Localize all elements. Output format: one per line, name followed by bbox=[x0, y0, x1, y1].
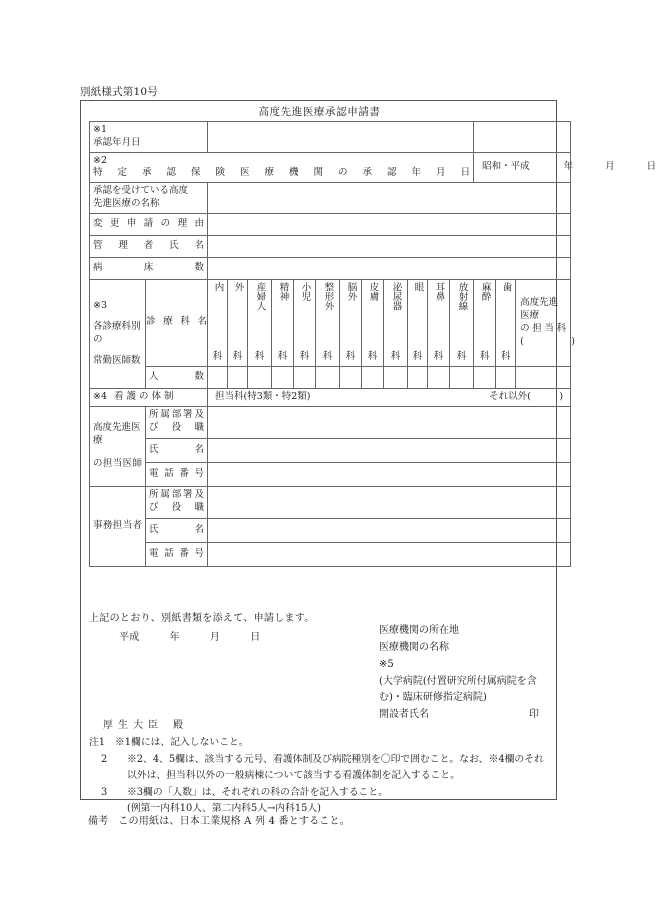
label-clerk-affiliation: 所属部署及び役職 bbox=[146, 486, 208, 518]
field-count-hoshasenka[interactable] bbox=[450, 366, 474, 388]
departments-label-line2: 常勤医師数 bbox=[93, 354, 141, 366]
field-count-ganka[interactable] bbox=[408, 366, 428, 388]
field-approval-date-right[interactable] bbox=[474, 122, 571, 153]
applicant-name-label: 医療機関の名称 bbox=[379, 642, 449, 654]
table-row-treatment-name bbox=[90, 183, 571, 214]
institution-approval-label: 特定承認保険医療機関の承認年月日 bbox=[93, 167, 471, 179]
table-row-approval-date bbox=[90, 122, 571, 153]
dept-header-nogeka: 脳外 科 bbox=[340, 279, 362, 366]
dept-header-seishinka: 精神 科 bbox=[272, 279, 294, 366]
note-number: 3 bbox=[101, 786, 108, 798]
year-unit: 年 bbox=[563, 161, 574, 173]
field-count-seikeigeka[interactable] bbox=[316, 366, 340, 388]
nursing-label: 看護の体制 bbox=[114, 390, 177, 402]
table-row-clerk-phone bbox=[90, 542, 571, 566]
mark-4: ※4 bbox=[93, 390, 108, 402]
field-clerk-affiliation[interactable] bbox=[208, 486, 571, 518]
field-count-masuika[interactable] bbox=[474, 366, 496, 388]
table-row-bed-count bbox=[90, 257, 571, 279]
departments-label-line1: 各診療科別の bbox=[93, 321, 141, 345]
table-row-doctor-phone bbox=[90, 462, 571, 486]
dept-header-naika: 内 科 bbox=[208, 279, 228, 366]
note-text: ※3欄の「人数」は、それぞれの科の合計を記入すること。 bbox=[127, 786, 388, 798]
minister-line bbox=[103, 716, 183, 731]
treatment-name-label-line2: 先進医療の名称 bbox=[93, 198, 160, 210]
note-number: 注1 bbox=[89, 737, 106, 748]
seal-label: 印 bbox=[529, 708, 539, 720]
field-count-hifuka[interactable] bbox=[362, 366, 384, 388]
dept-header-seikeigeka: 整形外 科 bbox=[316, 279, 340, 366]
field-count-naika[interactable] bbox=[208, 366, 228, 388]
era-options[interactable]: 昭和・平成 bbox=[482, 161, 530, 173]
statement-year-unit: 年 bbox=[169, 632, 180, 643]
field-clerk-name[interactable] bbox=[208, 518, 571, 542]
mark-5: ※5 bbox=[379, 659, 394, 671]
form-number: 別紙様式第10号 bbox=[80, 86, 158, 98]
minister-honorific: 殿 bbox=[173, 720, 183, 731]
applicant-address-label: 医療機関の所在地 bbox=[379, 625, 459, 636]
remark-line bbox=[88, 812, 350, 827]
label-clerk-phone: 電話番号 bbox=[146, 542, 208, 566]
statement-era: 平成 bbox=[119, 632, 140, 643]
label-department-name: 診療科名 bbox=[146, 279, 208, 366]
table-row-doctor-name bbox=[90, 438, 571, 462]
note-continuation: (例第一内科10人、第二内科5人→内科15人) bbox=[127, 803, 321, 815]
table-row-institution-approval bbox=[90, 152, 571, 183]
founder-label: 開設者氏名 bbox=[379, 708, 429, 720]
label-institution-approval bbox=[90, 152, 474, 183]
mark-3: ※3 bbox=[93, 300, 108, 312]
dept-header-sanfujinka: 産婦人 科 bbox=[248, 279, 272, 366]
label-person-count: 人数 bbox=[146, 366, 208, 388]
dept-header-ganka: 眼 科 bbox=[408, 279, 428, 366]
note-text: ※1欄には、記入しないこと。 bbox=[115, 737, 249, 748]
field-nursing[interactable] bbox=[208, 388, 571, 406]
notes-block bbox=[89, 735, 549, 817]
label-bed-count: 病床数 bbox=[90, 257, 208, 279]
doctor-label-line1: 高度先進医療 bbox=[93, 421, 141, 446]
remark-text: この用紙は、日本工業規格 A 列 4 番とすること。 bbox=[118, 816, 350, 827]
special-line2: の担当科 bbox=[520, 322, 567, 334]
day-unit: 日 bbox=[646, 161, 656, 173]
table-row-clerk-department bbox=[90, 486, 571, 518]
remark-label: 備考 bbox=[88, 816, 109, 827]
applicant-block bbox=[379, 622, 557, 723]
note-item bbox=[89, 785, 549, 801]
dept-header-geka: 外 科 bbox=[228, 279, 248, 366]
dept-header-special-advanced bbox=[516, 279, 575, 366]
table-row-manager-name bbox=[90, 235, 571, 257]
minister-title: 厚生大臣 bbox=[103, 720, 163, 731]
table-row-nursing bbox=[90, 388, 571, 406]
field-count-nogeka[interactable] bbox=[340, 366, 362, 388]
field-change-reason[interactable] bbox=[208, 213, 571, 235]
field-count-shonika[interactable] bbox=[294, 366, 316, 388]
label-treatment-name bbox=[90, 183, 208, 214]
applicant-hospital-type[interactable]: (大学病院(付置研究所付属病院を含む)・臨床研修指定病院) bbox=[379, 675, 537, 703]
nursing-value-left[interactable]: 担当科(特3類・特2類) bbox=[215, 390, 311, 402]
founder-row bbox=[379, 706, 539, 723]
dept-header-hinyokika: 泌尿器 科 bbox=[384, 279, 408, 366]
label-change-reason: 変更申請の理由 bbox=[90, 213, 208, 235]
doctor-label-line2: の担当医師 bbox=[93, 457, 142, 469]
label-manager-name: 管理者氏名 bbox=[90, 235, 208, 257]
field-doctor-phone[interactable] bbox=[208, 462, 571, 486]
dept-header-shika: 歯 科 bbox=[496, 279, 516, 366]
approval-date-label: 承認年月日 bbox=[93, 136, 141, 148]
field-institution-approval-date[interactable] bbox=[474, 152, 656, 183]
field-count-jibika[interactable] bbox=[428, 366, 450, 388]
label-approval-date bbox=[90, 122, 208, 153]
field-doctor-affiliation[interactable] bbox=[208, 406, 571, 438]
field-bed-count[interactable] bbox=[208, 257, 571, 279]
dept-header-shonika: 小児 科 bbox=[294, 279, 316, 366]
field-count-geka[interactable] bbox=[228, 366, 248, 388]
note-item bbox=[89, 735, 549, 751]
field-doctor-name[interactable] bbox=[208, 438, 571, 462]
month-unit: 月 bbox=[605, 161, 615, 173]
application-form-table bbox=[89, 121, 656, 567]
label-clerk-name: 氏名 bbox=[146, 518, 208, 542]
form-outer-frame bbox=[80, 100, 656, 815]
special-line1: 高度先進医療 bbox=[520, 297, 559, 322]
field-approval-date[interactable] bbox=[208, 122, 474, 153]
note-text: ※2、4、5欄は、該当する元号、看護体制及び病院種別を〇印で囲むこと。なお、※4欄のそれ以外は、担当科以外の一般病棟について該当する看護体制を記入すること。 bbox=[127, 753, 544, 781]
table-row-clerk-name bbox=[90, 518, 571, 542]
field-count-seishinka[interactable] bbox=[272, 366, 294, 388]
statement-line: 上記のとおり、別紙書類を添えて、申請します。 bbox=[89, 613, 315, 624]
table-row-departments-header bbox=[90, 279, 571, 366]
document-title: 高度先進医療承認申請書 bbox=[258, 106, 381, 118]
field-treatment-name[interactable] bbox=[208, 183, 571, 214]
treatment-name-label-line1: 承認を受けている高度 bbox=[93, 185, 189, 197]
table-row-change-reason bbox=[90, 213, 571, 235]
statement-day-unit: 日 bbox=[250, 632, 261, 643]
field-manager-name[interactable] bbox=[208, 235, 571, 257]
label-doctor-affiliation: 所属部署及び役職 bbox=[146, 406, 208, 438]
dept-header-jibika: 耳鼻 科 bbox=[428, 279, 450, 366]
statement-month-unit: 月 bbox=[209, 632, 221, 643]
field-count-special[interactable] bbox=[516, 366, 571, 388]
mark-1: ※1 bbox=[93, 124, 108, 135]
field-clerk-phone[interactable] bbox=[208, 542, 571, 566]
label-doctor bbox=[90, 406, 146, 486]
label-doctor-phone: 電話番号 bbox=[146, 462, 208, 486]
field-count-shika[interactable] bbox=[496, 366, 516, 388]
note-number: 2 bbox=[101, 753, 108, 765]
label-departments bbox=[90, 279, 146, 388]
note-item bbox=[89, 752, 549, 784]
table-row-doctor-department bbox=[90, 406, 571, 438]
field-count-hinyokika[interactable] bbox=[384, 366, 408, 388]
field-count-sanfujinka[interactable] bbox=[248, 366, 272, 388]
label-clerk: 事務担当者 bbox=[90, 486, 146, 566]
label-nursing bbox=[90, 388, 208, 406]
mark-2: ※2 bbox=[93, 154, 108, 166]
dept-header-masuika: 麻酔 科 bbox=[474, 279, 496, 366]
label-doctor-name: 氏名 bbox=[146, 438, 208, 462]
table-row-departments-count bbox=[90, 366, 571, 388]
dept-header-hifuka: 皮膚 科 bbox=[362, 279, 384, 366]
nursing-value-right[interactable]: それ以外( ) bbox=[489, 390, 564, 402]
dept-header-hoshasenka: 放射線 科 bbox=[450, 279, 474, 366]
special-line3[interactable]: ( ) bbox=[520, 335, 575, 347]
